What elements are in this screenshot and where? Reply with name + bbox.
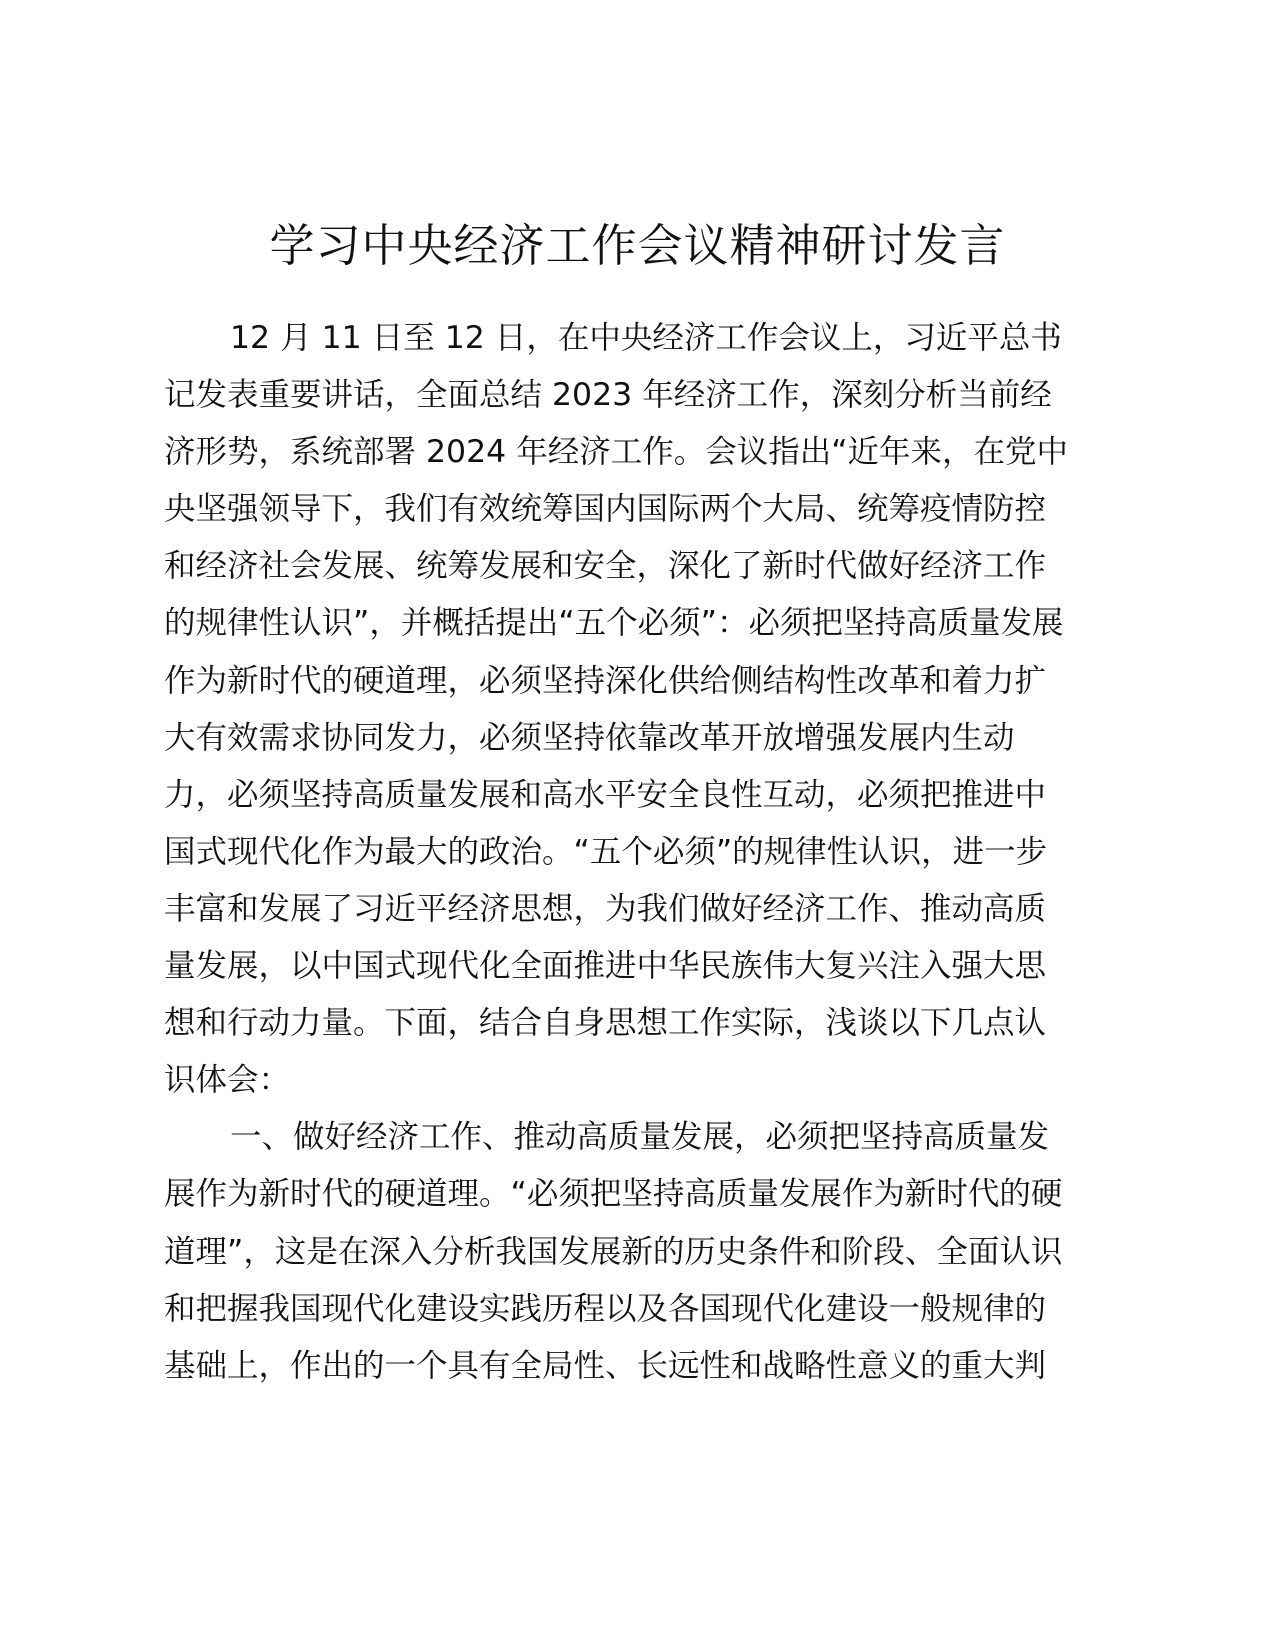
paragraph-1-line: 大有效需求协同发力，必须坚持依靠改革开放增强发展内生动	[164, 719, 1015, 756]
paragraph-2-line: 基础上，作出的一个具有全局性、长远性和战略性意义的重大判	[164, 1347, 1047, 1384]
paragraph-1-line: 想和行动力量。下面，结合自身思想工作实际，浅谈以下几点认	[164, 1005, 1047, 1042]
paragraph-1-line: 和经济社会发展、统筹发展和安全，深化了新时代做好经济工作	[164, 548, 1047, 585]
paragraph-1-line: 央坚强领导下，我们有效统筹国内国际两个大局、统筹疫情防控	[164, 491, 1047, 528]
paragraph-1-line: 量发展，以中国式现代化全面推进中华民族伟大复兴注入强大思	[164, 948, 1047, 985]
document-title: 学习中央经济工作会议精神研讨发言	[269, 219, 1006, 272]
paragraph-1-line: 识体会：	[164, 1062, 291, 1099]
paragraph-1-line: 国式现代化作为最大的政治。“五个必须”的规律性认识，进一步	[164, 833, 1048, 870]
paragraph-1-line: 丰富和发展了习近平经济思想，为我们做好经济工作、推动高质	[164, 890, 1047, 927]
paragraph-1-line: 济形势，系统部署 2024 年经济工作。会议指出“近年来，在党中	[164, 434, 1069, 471]
section-1-heading-line: 一、做好经济工作、推动高质量发展，必须把坚持高质量发	[230, 1119, 1050, 1156]
paragraph-1-line: 的规律性认识”，并概括提出“五个必须”：必须把坚持高质量发展	[164, 605, 1064, 642]
paragraph-1-line: 力，必须坚持高质量发展和高水平安全良性互动，必须把推进中	[164, 776, 1047, 813]
paragraph-1-line: 12 月 11 日至 12 日，在中央经济工作会议上，习近平总书	[230, 320, 1062, 356]
paragraph-1-line: 记发表重要讲话，全面总结 2023 年经济工作，深刻分析当前经	[164, 377, 1052, 414]
paragraph-2-line: 和把握我国现代化建设实践历程以及各国现代化建设一般规律的	[164, 1290, 1047, 1327]
paragraph-2-line: 道理”，这是在深入分析我国发展新的历史条件和阶段、全面认识	[164, 1233, 1063, 1270]
paragraph-1-line: 作为新时代的硬道理，必须坚持深化供给侧结构性改革和着力扩	[164, 662, 1047, 699]
paragraph-2-line: 展作为新时代的硬道理。“必须把坚持高质量发展作为新时代的硬	[164, 1176, 1063, 1213]
document-body	[164, 310, 1114, 1395]
